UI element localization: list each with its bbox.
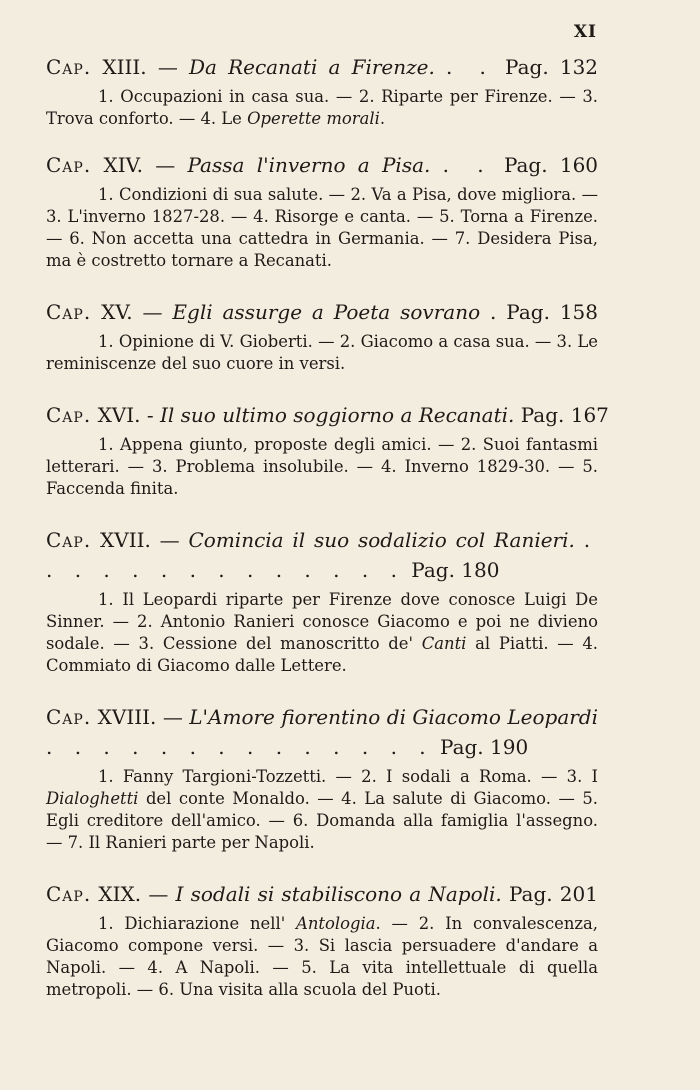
chapter-heading [46,150,598,180]
chapter-label: Cap. [46,403,92,427]
summary-text: del conte Monaldo. — 4. La salute di Giacomo. — 5. Egli creditore dell'amico. — 6. Domanda alla famiglia l'assegno. — 7. Il Ranieri parte per Napoli. [46,789,598,852]
chapter-separator: — [162,705,183,729]
chapter-number: XV. [101,300,133,324]
leader-dots: . . [442,153,492,177]
summary-text: 1. Appena giunto, proposte degli amici. — 2. Suoi fantasmi letterari. — 3. Problema insolubile. — 4. Inverno 1829-30. — 5. Faccenda finita. [46,435,598,498]
chapter-entry-xvi [46,400,609,500]
chapter-number: XVIII. [97,705,157,729]
summary-text: 1. Fanny Targioni-Tozzetti. — 2. I sodali a Roma. — 3. I [98,767,598,786]
chapter-separator: — [155,153,176,177]
chapter-page: Pag. 190 [440,735,529,759]
chapter-entry-xvii [46,525,598,677]
chapter-summary [46,589,598,677]
chapter-heading [46,297,598,327]
chapter-heading [46,400,609,430]
chapter-title: L'Amore fiorentino di Giacomo Leopardi [189,705,599,729]
summary-text: 1. Il Leopardi riparte per Firenze dove conosce Luigi De Sinner. — 2. Antonio Ranieri conosce Giacomo e poi ne divieno sodale. — 3. Cessione del manoscritto de' [46,590,598,653]
chapter-summary [46,86,598,130]
chapter-page: Pag. 201 [508,882,598,906]
chapter-label: Cap. [46,882,92,906]
chapter-title: I sodali si stabiliscono a Napoli. [175,882,502,906]
summary-text: 1. Dichiarazione nell' [98,914,297,933]
chapter-page: Pag. 132 [505,55,599,79]
chapter-label: Cap. [46,55,92,79]
summary-italic: Operette morali [247,109,380,128]
chapter-number: XIV. [103,153,143,177]
chapter-separator: - [146,403,154,427]
chapter-title: Passa l'inverno a Pisa. [187,153,431,177]
chapter-entry-xiii [46,52,598,130]
summary-text: al Piatti. — 4. Commiato di Giacomo dalle Lettere. [46,634,598,675]
chapter-label: Cap. [46,300,92,324]
chapter-heading [46,879,598,909]
summary-italic: Canti [421,634,467,653]
chapter-number: XIX. [98,882,142,906]
chapter-title: Egli assurge a Poeta sovrano [172,300,481,324]
summary-italic: Dialoghetti [46,789,139,808]
chapter-label: Cap. [46,705,92,729]
summary-text: 1. Opinione di V. Gioberti. — 2. Giacomo a casa sua. — 3. Le reminiscenze del suo cuore in versi. [46,332,598,373]
chapter-separator: — [159,528,180,552]
table-of-contents [46,52,609,1021]
chapter-page: Pag. 160 [503,153,599,177]
chapter-page: Pag. 180 [411,558,500,582]
chapter-number: XVI. [97,403,141,427]
chapter-heading [46,525,598,585]
chapter-label: Cap. [46,153,92,177]
chapter-entry-xviii [46,702,598,854]
chapter-entry-xv [46,297,598,375]
chapter-label: Cap. [46,528,92,552]
chapter-page: Pag. 158 [506,300,598,324]
chapter-heading [46,702,598,762]
summary-italic: Antologia [296,914,376,933]
chapter-page: Pag. 167 [520,403,609,427]
chapter-heading [46,52,598,82]
summary-text: . — 2. In convalescenza, Giacomo compone versi. — 3. Si lascia persuadere d'andare a Napoli. — 4. A Napoli. — 5. La vita intellettuale di quella metropoli. — 6. Una visita alla scuola del Puoti. [46,914,599,999]
chapter-title: Comincia il suo sodalizio col Ranieri. [188,528,575,552]
leader-dots: . . . . . . . . . . . . . . [46,735,434,759]
summary-text: . [379,109,386,128]
leader-dots: . [490,300,497,324]
chapter-summary [46,766,598,854]
chapter-separator: — [157,55,178,79]
chapter-summary [46,331,598,375]
chapter-summary [46,184,598,272]
page-number: XI [573,22,597,42]
chapter-entry-xiv [46,150,598,272]
leader-dots: . . . . . . . . . . . . . . [46,528,599,582]
chapter-number: XIII. [102,55,147,79]
leader-dots: . . [446,55,494,79]
summary-text: 1. Condizioni di sua salute. — 2. Va a Pisa, dove migliora. — 3. L'inverno 1827-28. — 4. Risorge e canta. — 5. Torna a Firenze. — 6. Non accetta una cattedra in Germania. — 7. Desidera Pisa, ma è costretto tornare a Recanati. [46,185,598,270]
chapter-separator: — [142,300,163,324]
chapter-title: Da Recanati a Firenze. [188,55,435,79]
chapter-summary [46,434,598,500]
chapter-separator: — [148,882,169,906]
chapter-entry-xix [46,879,598,1001]
chapter-number: XVII. [100,528,151,552]
summary-text: 1. Occupazioni in casa sua. — 2. Riparte per Firenze. — 3. Trova conforto. — 4. Le [46,87,598,128]
chapter-summary [46,913,598,1001]
chapter-title: Il suo ultimo soggiorno a Recanati. [160,403,515,427]
